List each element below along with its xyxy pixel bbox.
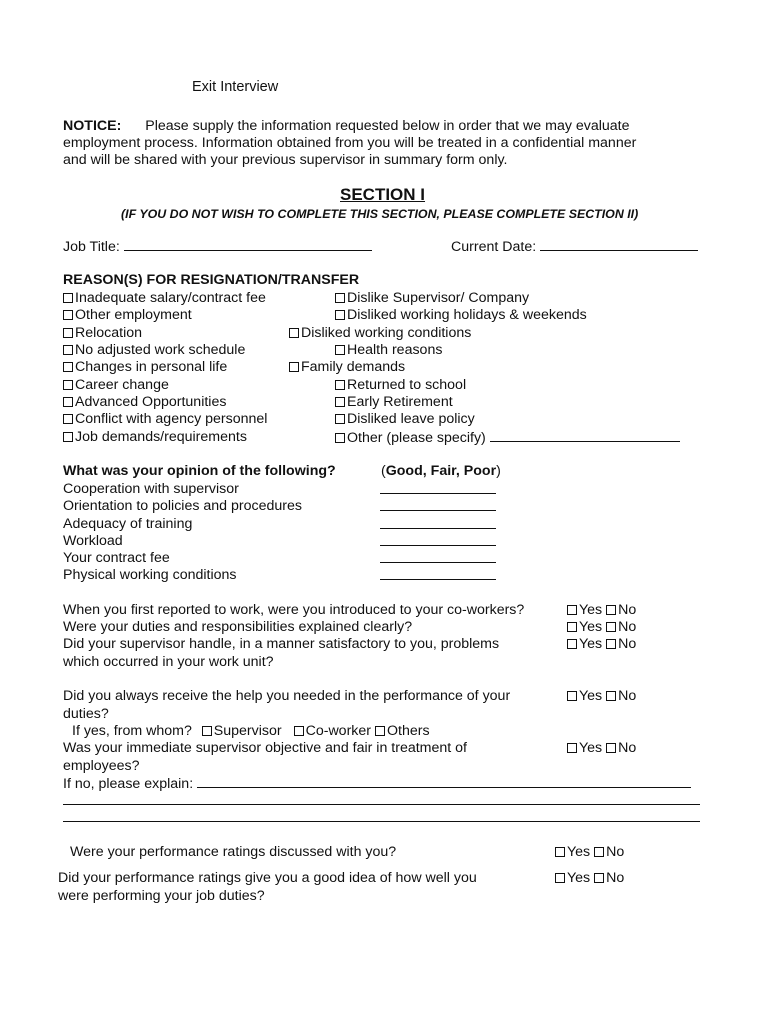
question-1: When you first reported to work, were you introduced to your co-workers? — [63, 602, 525, 618]
explain-field[interactable] — [63, 775, 691, 793]
opinion-item: Cooperation with supervisor — [63, 481, 239, 497]
yes-no-choice[interactable]: Yes No — [567, 688, 636, 705]
page-title: Exit Interview — [192, 79, 279, 95]
opinion-rating-blank[interactable] — [380, 516, 496, 534]
no-checkbox[interactable] — [594, 873, 604, 883]
reason-option[interactable]: Early Retirement — [335, 394, 453, 411]
yes-checkbox[interactable] — [555, 873, 565, 883]
no-checkbox[interactable] — [606, 691, 616, 701]
opinion-item: Adequacy of training — [63, 516, 193, 532]
reason-option[interactable]: Inadequate salary/contract fee — [63, 290, 266, 307]
job-title-field[interactable] — [63, 238, 372, 256]
notice-line-1 — [63, 118, 630, 135]
job-title-label: Job Title: — [63, 239, 120, 255]
checkbox[interactable] — [63, 362, 73, 372]
question-5-line-1: Was your immediate supervisor objective and fair in treatment of — [63, 740, 467, 756]
current-date-label: Current Date: — [451, 239, 537, 255]
reason-option[interactable]: Family demands — [289, 359, 405, 376]
opinion-item: Workload — [63, 533, 123, 549]
reason-option[interactable]: Advanced Opportunities — [63, 394, 226, 411]
checkbox[interactable] — [63, 414, 73, 424]
opinion-rating-blank[interactable] — [380, 533, 496, 551]
question-6: Were your performance ratings discussed with you? — [70, 844, 397, 860]
reason-option[interactable]: Changes in personal life — [63, 359, 227, 376]
yes-no-choice[interactable]: Yes No — [567, 636, 636, 653]
explain-blank[interactable] — [197, 775, 691, 788]
checkbox[interactable] — [63, 432, 73, 442]
reason-option-other[interactable]: Other (please specify) — [335, 429, 680, 447]
checkbox[interactable] — [335, 414, 345, 424]
checkbox[interactable] — [335, 433, 345, 443]
help-from-whom: If yes, from whom? Supervisor Co-worker Others — [72, 723, 430, 739]
yes-checkbox[interactable] — [567, 605, 577, 615]
reason-option[interactable]: Relocation — [63, 325, 142, 342]
opinion-rating-blank[interactable] — [380, 567, 496, 585]
question-2: Were your duties and responsibilities explained clearly? — [63, 619, 413, 635]
checkbox[interactable] — [63, 310, 73, 320]
no-checkbox[interactable] — [594, 847, 604, 857]
checkbox[interactable] — [335, 345, 345, 355]
question-4-line-2: duties? — [63, 706, 109, 722]
checkbox[interactable] — [289, 328, 299, 338]
supervisor-checkbox[interactable] — [202, 726, 212, 736]
explain-label: If no, please explain: — [63, 776, 194, 792]
coworker-checkbox[interactable] — [294, 726, 304, 736]
reason-option[interactable]: Dislike Supervisor/ Company — [335, 290, 529, 307]
no-checkbox[interactable] — [606, 622, 616, 632]
opinion-item: Physical working conditions — [63, 567, 237, 583]
opinion-rating-blank[interactable] — [380, 550, 496, 568]
yes-no-choice[interactable]: Yes No — [567, 619, 636, 636]
checkbox[interactable] — [335, 380, 345, 390]
no-checkbox[interactable] — [606, 743, 616, 753]
reason-option[interactable]: Career change — [63, 377, 169, 394]
explain-line[interactable] — [63, 809, 700, 827]
reason-option[interactable]: Disliked leave policy — [335, 411, 475, 428]
yes-checkbox[interactable] — [567, 622, 577, 632]
other-specify-blank[interactable] — [490, 429, 680, 442]
yes-no-choice[interactable]: Yes No — [567, 602, 636, 619]
job-title-blank[interactable] — [124, 238, 372, 251]
notice-line-3: and will be shared with your previous supervisor in summary form only. — [63, 152, 508, 168]
reason-option[interactable]: Job demands/requirements — [63, 429, 247, 446]
reason-option[interactable]: No adjusted work schedule — [63, 342, 245, 359]
help-from-whom-label: If yes, from whom? — [72, 723, 192, 739]
notice-line-2: employment process. Information obtained from you will be treated in a confidential manner — [63, 135, 637, 151]
yes-no-choice[interactable]: Yes No — [555, 844, 624, 861]
opinion-scale: (Good, Fair, Poor) — [381, 463, 501, 479]
yes-checkbox[interactable] — [555, 847, 565, 857]
no-checkbox[interactable] — [606, 605, 616, 615]
yes-no-choice[interactable]: Yes No — [555, 870, 624, 887]
checkbox[interactable] — [63, 345, 73, 355]
reasons-heading: REASON(S) FOR RESIGNATION/TRANSFER — [63, 272, 360, 288]
current-date-blank[interactable] — [540, 238, 698, 251]
checkbox[interactable] — [335, 310, 345, 320]
checkbox[interactable] — [335, 293, 345, 303]
checkbox[interactable] — [63, 293, 73, 303]
opinion-item: Orientation to policies and procedures — [63, 498, 302, 514]
checkbox[interactable] — [63, 397, 73, 407]
opinion-item: Your contract fee — [63, 550, 170, 566]
checkbox[interactable] — [63, 328, 73, 338]
reason-option[interactable]: Conflict with agency personnel — [63, 411, 267, 428]
question-4-line-1: Did you always receive the help you needed in the performance of your — [63, 688, 511, 704]
checkbox[interactable] — [63, 380, 73, 390]
question-3-line-1: Did your supervisor handle, in a manner satisfactory to you, problems — [63, 636, 500, 652]
yes-checkbox[interactable] — [567, 691, 577, 701]
others-checkbox[interactable] — [375, 726, 385, 736]
opinion-heading: What was your opinion of the following? — [63, 463, 336, 479]
question-3-line-2: which occurred in your work unit? — [63, 654, 274, 670]
section-heading: SECTION I — [340, 185, 426, 204]
section-note: (IF YOU DO NOT WISH TO COMPLETE THIS SECTION, PLEASE COMPLETE SECTION II) — [121, 207, 639, 221]
current-date-field[interactable] — [451, 238, 698, 256]
yes-checkbox[interactable] — [567, 639, 577, 649]
reason-option[interactable]: Disliked working holidays & weekends — [335, 307, 587, 324]
reason-option[interactable]: Returned to school — [335, 377, 466, 394]
checkbox[interactable] — [335, 397, 345, 407]
no-checkbox[interactable] — [606, 639, 616, 649]
reason-option[interactable]: Health reasons — [335, 342, 442, 359]
yes-no-choice[interactable]: Yes No — [567, 740, 636, 757]
opinion-rating-blank[interactable] — [380, 481, 496, 499]
explain-line[interactable] — [63, 792, 700, 810]
yes-checkbox[interactable] — [567, 743, 577, 753]
question-5-line-2: employees? — [63, 758, 140, 774]
reason-option[interactable]: Other employment — [63, 307, 192, 324]
notice-text-1: Please supply the information requested below in order that we may evaluate — [145, 118, 630, 134]
reason-option[interactable]: Disliked working conditions — [289, 325, 471, 342]
checkbox[interactable] — [289, 362, 299, 372]
question-7-line-1: Did your performance ratings give you a good idea of how well you — [58, 870, 477, 886]
question-7-line-2: were performing your job duties? — [58, 888, 265, 904]
opinion-rating-blank[interactable] — [380, 498, 496, 516]
notice-label: NOTICE: — [63, 118, 122, 134]
